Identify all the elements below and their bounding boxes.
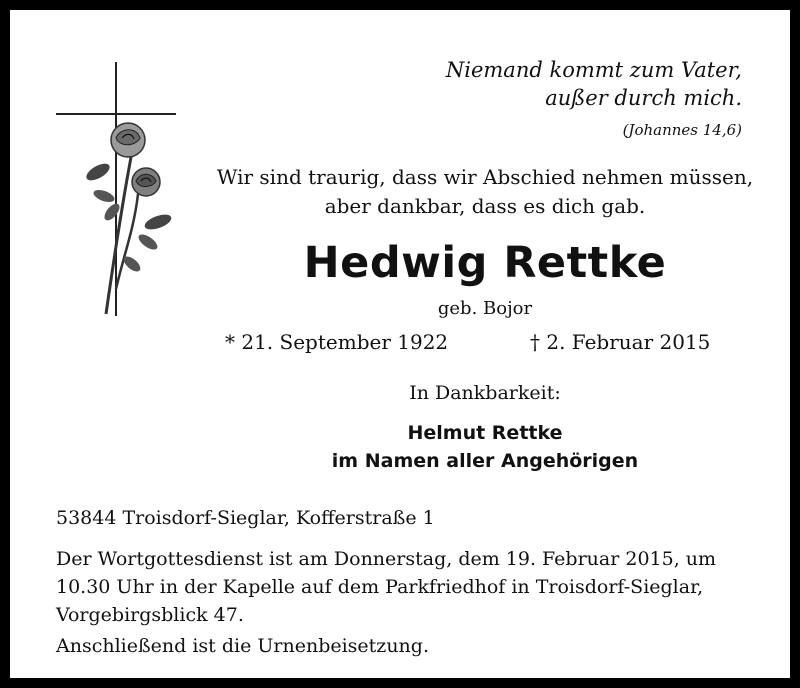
- intro-line-2: aber dankbar, dass es dich gab.: [324, 194, 646, 218]
- service-line-3: Vorgebirgsblick 47.: [56, 604, 244, 626]
- intro-line-1: Wir sind traurig, dass wir Abschied nehmen müssen,: [216, 165, 754, 189]
- birth-date: * 21. September 1922: [225, 330, 449, 354]
- mourner-address: 53844 Troisdorf-Sieglar, Kofferstraße 1: [56, 507, 435, 529]
- cross-with-roses-icon: [54, 54, 194, 324]
- service-line-1: Der Wortgottesdienst ist am Donnerstag, dem 19. Februar 2015, um: [56, 548, 717, 570]
- mourners-heading: In Dankbarkeit:: [409, 382, 561, 404]
- mourners-relatives: im Namen aller Angehörigen: [331, 450, 639, 472]
- service-line-4: Anschließend ist die Urnenbeisetzung.: [56, 635, 429, 657]
- bible-quote-line-1: Niemand kommt zum Vater,: [445, 58, 742, 82]
- mourner-name: Helmut Rettke: [407, 422, 563, 444]
- deceased-name: Hedwig Rettke: [303, 238, 667, 288]
- bible-quote-reference: (Johannes 14,6): [622, 121, 742, 139]
- maiden-name: geb. Bojor: [437, 298, 533, 319]
- service-line-2: 10.30 Uhr in der Kapelle auf dem Parkfriedhof in Troisdorf-Sieglar,: [56, 576, 704, 598]
- bible-quote-line-2: außer durch mich.: [545, 86, 742, 110]
- death-date: † 2. Februar 2015: [530, 330, 711, 354]
